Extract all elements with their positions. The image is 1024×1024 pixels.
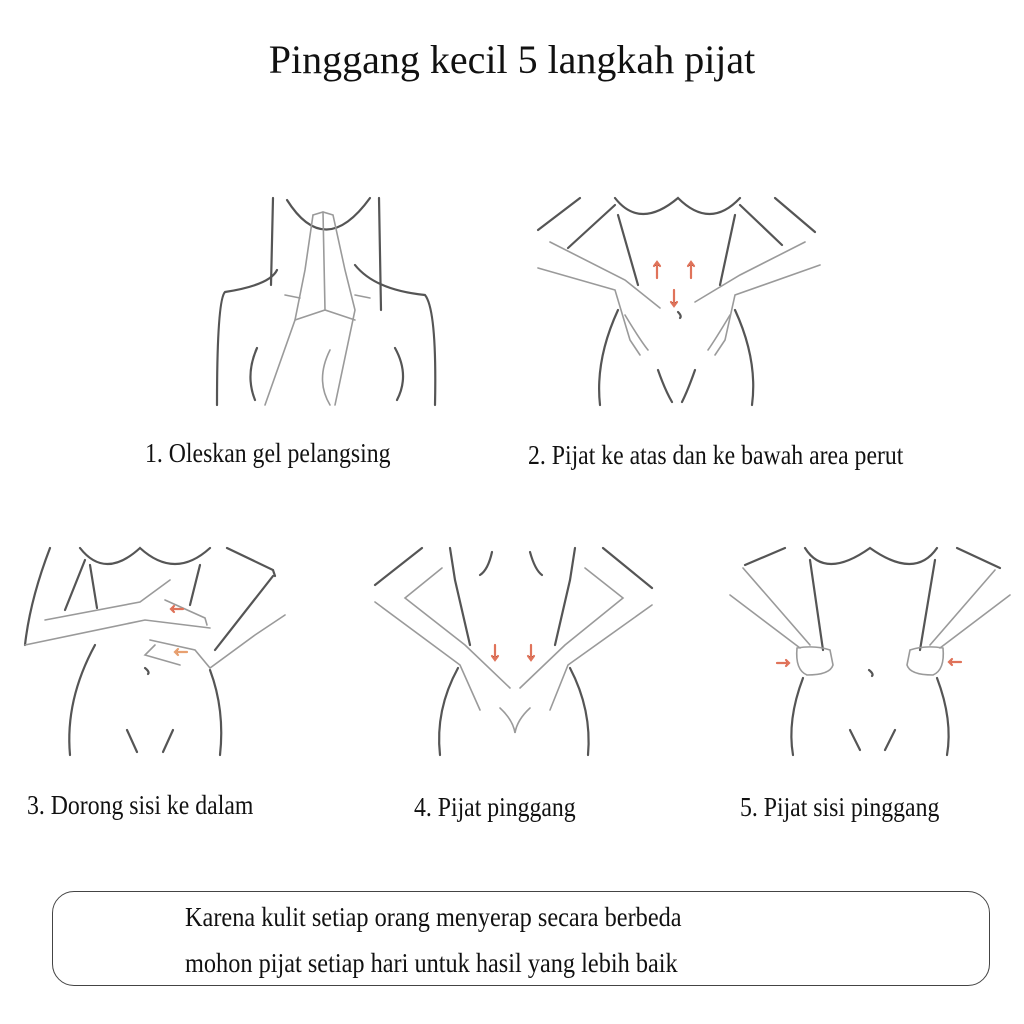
page-title: Pinggang kecil 5 langkah pijat (268, 37, 756, 82)
step-5-caption: 5. Pijat sisi pinggang (740, 792, 940, 822)
side-waist-squeeze-icon (725, 540, 1015, 760)
step-4-caption: 4. Pijat pinggang (414, 792, 576, 822)
step-5-illustration (725, 540, 1015, 760)
step-1-caption: 1. Oleskan gel pelangsing (145, 438, 391, 468)
waist-massage-icon (370, 540, 660, 760)
step-1-illustration (205, 190, 450, 410)
abdomen-massage-icon (530, 190, 830, 410)
step-3-caption: 3. Dorong sisi ke dalam (27, 790, 254, 820)
step-4-illustration (370, 540, 660, 760)
step-2-caption: 2. Pijat ke atas dan ke bawah area perut (528, 440, 904, 470)
praying-hands-neck-icon (205, 190, 450, 410)
step-2-illustration (530, 190, 830, 410)
note-line-1: Karena kulit setiap orang menyerap secara berbeda (185, 902, 682, 932)
push-sides-icon (15, 540, 305, 760)
note-line-2: mohon pijat setiap hari untuk hasil yang lebih baik (185, 948, 678, 978)
step-3-illustration (15, 540, 305, 760)
